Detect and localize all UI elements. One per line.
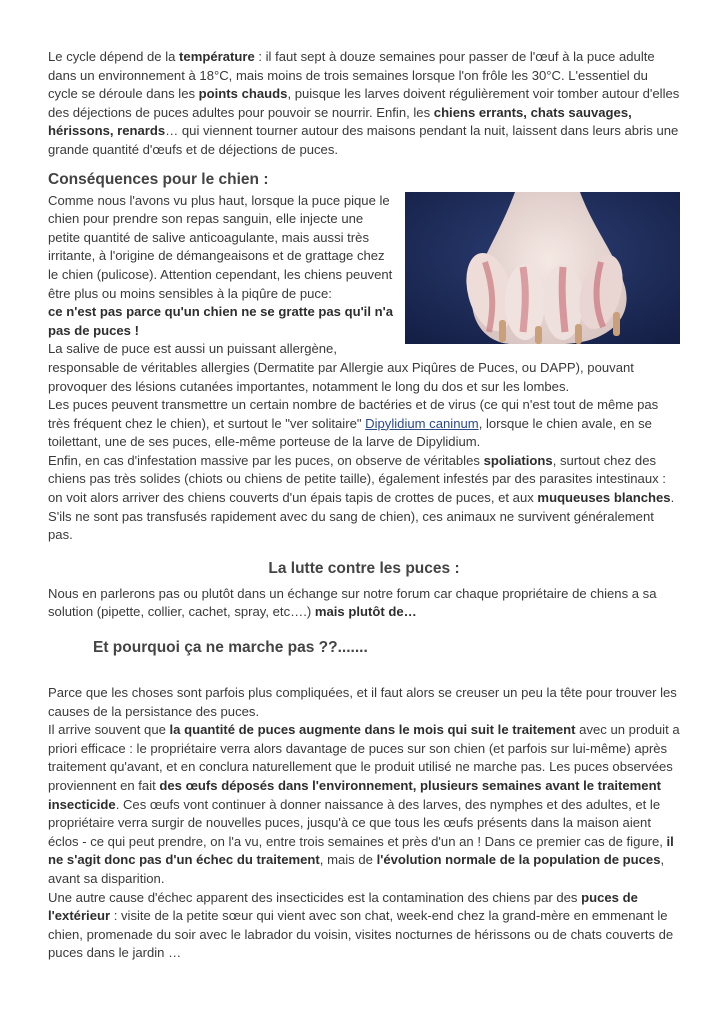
bold-outside-fleas: puces de l'extérieur: [48, 889, 638, 924]
heading-lutte: La lutte contre les puces :: [268, 559, 460, 577]
bold-mais-plutot: mais plutôt de…: [314, 604, 417, 620]
dog-paw-photo: [405, 192, 680, 344]
text: Comme nous l'avons vu plus haut, lorsque la puce pique le chien pour prendre son repas sanguin, elle injecte une petite quantité de salive anticoagulante, mais aussi très irritante, à l'origine de démangeaisons et de grattage chez le chien (pulicose). Attention cependant, les chiens peuvent être plus ou moins sensibles à la piqûre de puce:: [48, 192, 393, 301]
bold-spoliations: spoliations: [483, 452, 553, 468]
bold-points-chauds: points chauds: [198, 86, 288, 102]
text: , mais de: [319, 852, 377, 868]
text: Il arrive souvent que: [48, 722, 170, 738]
paragraph-lutte: [48, 585, 680, 622]
document-page: [48, 48, 680, 963]
bold-temperature: température: [179, 49, 255, 64]
paragraph-cycle: [48, 48, 680, 160]
text: . Ces œufs vont continuer à donner naissance à des larves, des nymphes et des adultes, et le propriétaire verra surgir de nouvelles puces, jusqu'à ce que tous les œufs présents dans la maison aient éclos - ce qui peut prendre, on l'a vu, entre trois semaines et près d'un an ! Dans ce premier cas de figure,: [48, 796, 667, 849]
text: , lorsque le chien avale, en se toilettant, une de ses puces, elle-même porteuse de la larve de Dipylidium.: [48, 415, 652, 450]
text: Les puces peuvent transmettre un certain nombre de bactéries et de virus (ce qui n'est tout de même pas très fréquent chez le chien), et surtout le "ver solitaire": [48, 397, 659, 431]
paragraph-outside: [48, 889, 680, 963]
text: : visite de la petite sœur qui vient avec son chat, week-end chez la grand-mère en emmenant le chien, promenade du soir avec le labrador du voisin, visites nocturnes de hérissons ou de chats couverts de puces dans le jardin …: [48, 908, 674, 961]
text: avec un produit a priori efficace : le propriétaire verra alors davantage de puces sur son chien (et parfois sur lui-même) après traitement qu'avant, et en conclura naturellement que le produit utilisé ne marche pas. Les puces observées proviennent en fait: [48, 722, 680, 793]
bold-animals: chiens errants, chats sauvages, hérissons, renards: [48, 104, 632, 139]
bold-evolution: l'évolution normale de la population de puces: [376, 852, 661, 868]
text: , surtout chez des chiens pas très solides (chiots ou chiens de petite taille), également infestés par des parasites intestinaux : on voit alors arriver des chiens couverts d'un épais tapis de crottes de puces, et aux: [48, 452, 666, 506]
paw-photo-icon: [405, 192, 680, 344]
text: . S'ils ne sont pas transfusés rapidement avec du sang de chien), ces animaux ne survivent généralement pas.: [48, 490, 675, 543]
paragraph-transmission: [48, 396, 680, 452]
bold-not-failure: il ne s'agit donc pas d'un échec du traitement: [48, 833, 674, 868]
text: … qui viennent tourner autour des maisons pendant la nuit, laissent dans leurs abris une grande quantité d'œufs et de déjections de puces.: [48, 123, 679, 157]
paragraph-consequences: [48, 192, 396, 304]
text: Une autre cause d'échec apparent des insecticides est la contamination des chiens par des: [48, 889, 582, 905]
dipylidium-link[interactable]: Dipylidium caninum: [365, 415, 479, 431]
text: Nous en parlerons pas ou plutôt dans un échange sur notre forum car chaque propriétaire de chiens a sa solution (pipette, collier, cachet, spray, etc….): [48, 585, 657, 620]
text: Le cycle dépend de la: [48, 49, 180, 64]
text: , puisque les larves doivent régulièrement voir tomber autour d'elles des déjections de puces adultes pour pouvoir se nourrir. Enfin, les: [48, 86, 680, 120]
paragraph-increase: [48, 721, 680, 888]
text: Enfin, en cas d'infestation massive par les puces, on observe de véritables: [48, 452, 484, 468]
text: : il faut sept à douze semaines pour passer de l'œuf à la puce adulte dans un environnement à 18°C, mais moins de trois semaines lorsque l'on frôle les 30°C. L'essentiel du cycle se déroule dans les: [48, 49, 655, 102]
bold-quantity: la quantité de puces augmente dans le mois qui suit le traitement: [169, 722, 576, 738]
paragraph-causes: Parce que les choses sont parfois plus compliquées, et il faut alors se creuser un peu la tête pour trouver les causes de la persistance des puces.: [48, 685, 677, 719]
heading-why: Et pourquoi ça ne marche pas ??.......: [93, 639, 368, 657]
heading-consequences: Conséquences pour le chien :: [48, 170, 269, 188]
text: , avant sa disparition.: [48, 852, 665, 886]
paragraph-allergy: La salive de puce est aussi un puissant allergène, responsable de véritables allergies (Dermatite par Allergie aux Piqûres de Puces, ou DAPP), pouvant provoquer des lésions cutanées importantes, notamment le long du dos et sur les lombes.: [48, 341, 634, 394]
bold-eggs: des œufs déposés dans l'environnement, plusieurs semaines avant le traitement insecticide: [48, 778, 661, 812]
paragraph-infestation: [48, 452, 680, 545]
bold-muqueuses: muqueuses blanches: [537, 490, 671, 506]
bold-warning: ce n'est pas parce qu'un chien ne se gratte pas qu'il n'a pas de puces !: [48, 304, 393, 338]
